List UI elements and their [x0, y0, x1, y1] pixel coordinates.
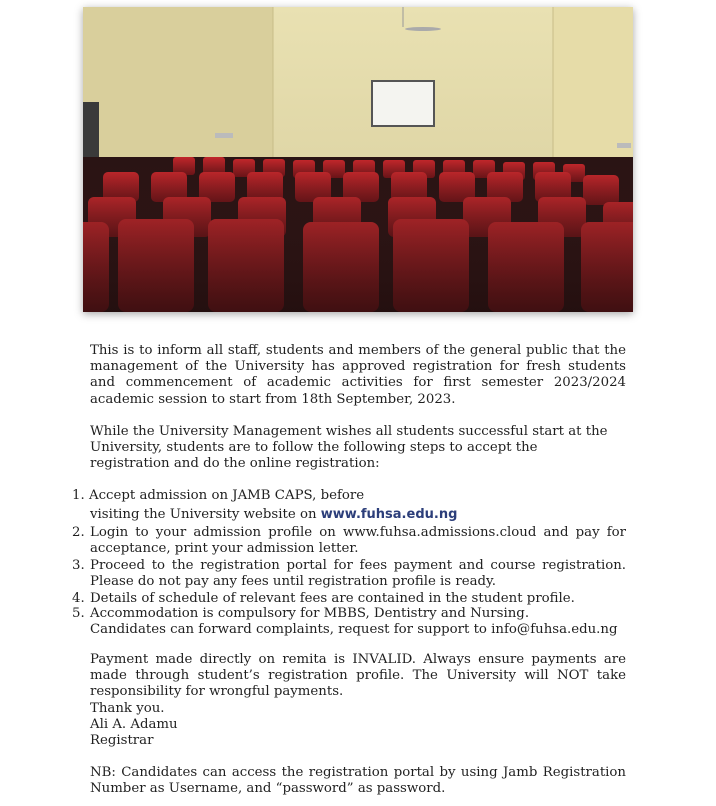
step-5-text: Accommodation is compulsory for MBBS, Dentistry and Nursing.: [90, 606, 530, 621]
step-3-text: Proceed to the registration portal for fees payment and course registration. Please do not pay any fees until registration profile is ready.: [90, 558, 626, 590]
payment-notice: Payment made directly on remita is INVALID. Always ensure payments are made through student’s registration profile. The University will NOT take responsibility for wrongful payments.: [90, 652, 626, 700]
step-1: [72, 488, 626, 523]
university-website-link[interactable]: www.fuhsa.edu.ng: [320, 507, 458, 523]
steps-intro-line-3: registration and do the online registration:: [90, 456, 380, 472]
closing: [90, 701, 626, 750]
step-2-text: Login to your admission profile on www.fuhsa.admissions.cloud and pay for acceptance, print your admission letter.: [90, 525, 626, 557]
step-5: [72, 606, 626, 622]
step-1-line-1: Accept admission on JAMB CAPS, before: [89, 488, 365, 503]
lecture-hall-seats-icon: [83, 7, 633, 312]
step-1-line-2: visiting the University website on www.fuhsa.edu.ng: [90, 507, 458, 523]
signatory-title: Registrar: [90, 733, 154, 749]
closing-thanks: Thank you.: [90, 701, 165, 716]
lecture-hall-photo: [83, 7, 633, 312]
step-4-text: Details of schedule of relevant fees are contained in the student profile.: [90, 591, 575, 606]
step-number: 4.: [72, 591, 85, 606]
step-4: [72, 591, 626, 607]
step-2: [72, 525, 626, 557]
intro-paragraph: This is to inform all staff, students and members of the general public that the management of the University has approved registration for fresh students and commencement of academic activities for first semester 2023/2024 academic session to start from 18th September, 2023.: [90, 343, 626, 407]
steps-intro-line-2: University, students are to follow the following steps to accept the: [90, 440, 538, 456]
signatory-name: Ali A. Adamu: [90, 717, 178, 733]
step-number: 2.: [72, 525, 85, 540]
step-number: 3.: [72, 558, 85, 573]
complaints-line: Candidates can forward complaints, request for support to info@fuhsa.edu.ng: [90, 622, 618, 637]
step-number: 5.: [72, 606, 85, 621]
steps-intro: [90, 424, 626, 473]
step-3: [72, 558, 626, 590]
steps-intro-line-1: While the University Management wishes all students successful start at the: [90, 424, 608, 439]
step-number: 1.: [72, 488, 85, 503]
nb-note: NB: Candidates can access the registration portal by using Jamb Registration Number as Username, and “password” as password.: [90, 765, 626, 797]
